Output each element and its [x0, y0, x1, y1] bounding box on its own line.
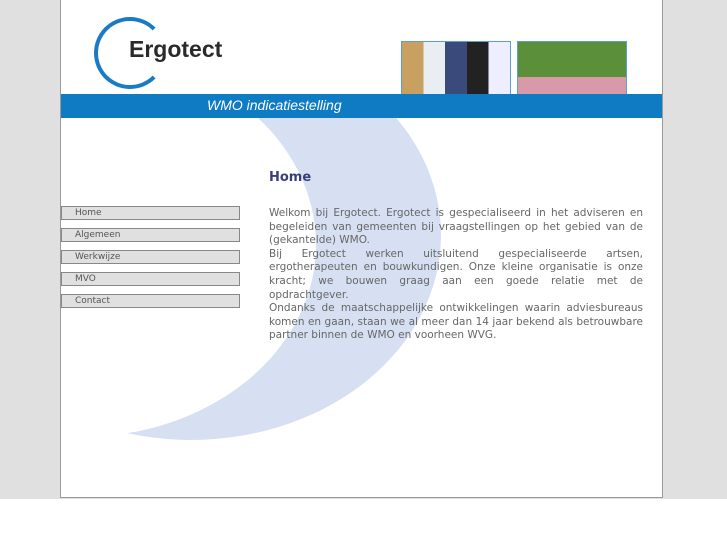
content-body — [269, 207, 643, 343]
page-container — [60, 0, 663, 498]
sidebar-nav — [61, 206, 240, 316]
paragraph: Bij Ergotect werken uitsluitend gespecialiseerde artsen, ergotherapeuten en bouwkundigen. Onze kleine organisatie is onze kracht; we bouwen graag aan een goede relatie met de opdrachtgever. — [269, 247, 643, 301]
nav-item-werkwijze[interactable]: Werkwijze — [61, 250, 240, 264]
tagline: WMO indicatiestelling — [207, 97, 342, 113]
paragraph: Ondanks de maatschappelijke ontwikkelingen waarin adviesbureaus komen en gaan, staan we al meer dan 14 jaar bekend als betrouwbare partner binnen de WMO en voorheen WVG. — [269, 302, 643, 342]
nav-item-mvo[interactable]: MVO — [61, 272, 240, 286]
nav-item-algemeen[interactable]: Algemeen — [61, 228, 240, 242]
nav-item-home[interactable]: Home — [61, 206, 240, 220]
header — [61, 0, 662, 118]
header-bar — [61, 94, 662, 118]
paragraph: Welkom bij Ergotect. Ergotect is gespecialiseerd in het adviseren en begeleiden van gemeenten bij vraagstellingen op het gebied van de (gekantelde) WMO. — [269, 207, 643, 247]
page-title: Home — [269, 170, 312, 185]
nav-item-contact[interactable]: Contact — [61, 294, 240, 308]
logo[interactable]: Ergotect — [129, 36, 223, 62]
